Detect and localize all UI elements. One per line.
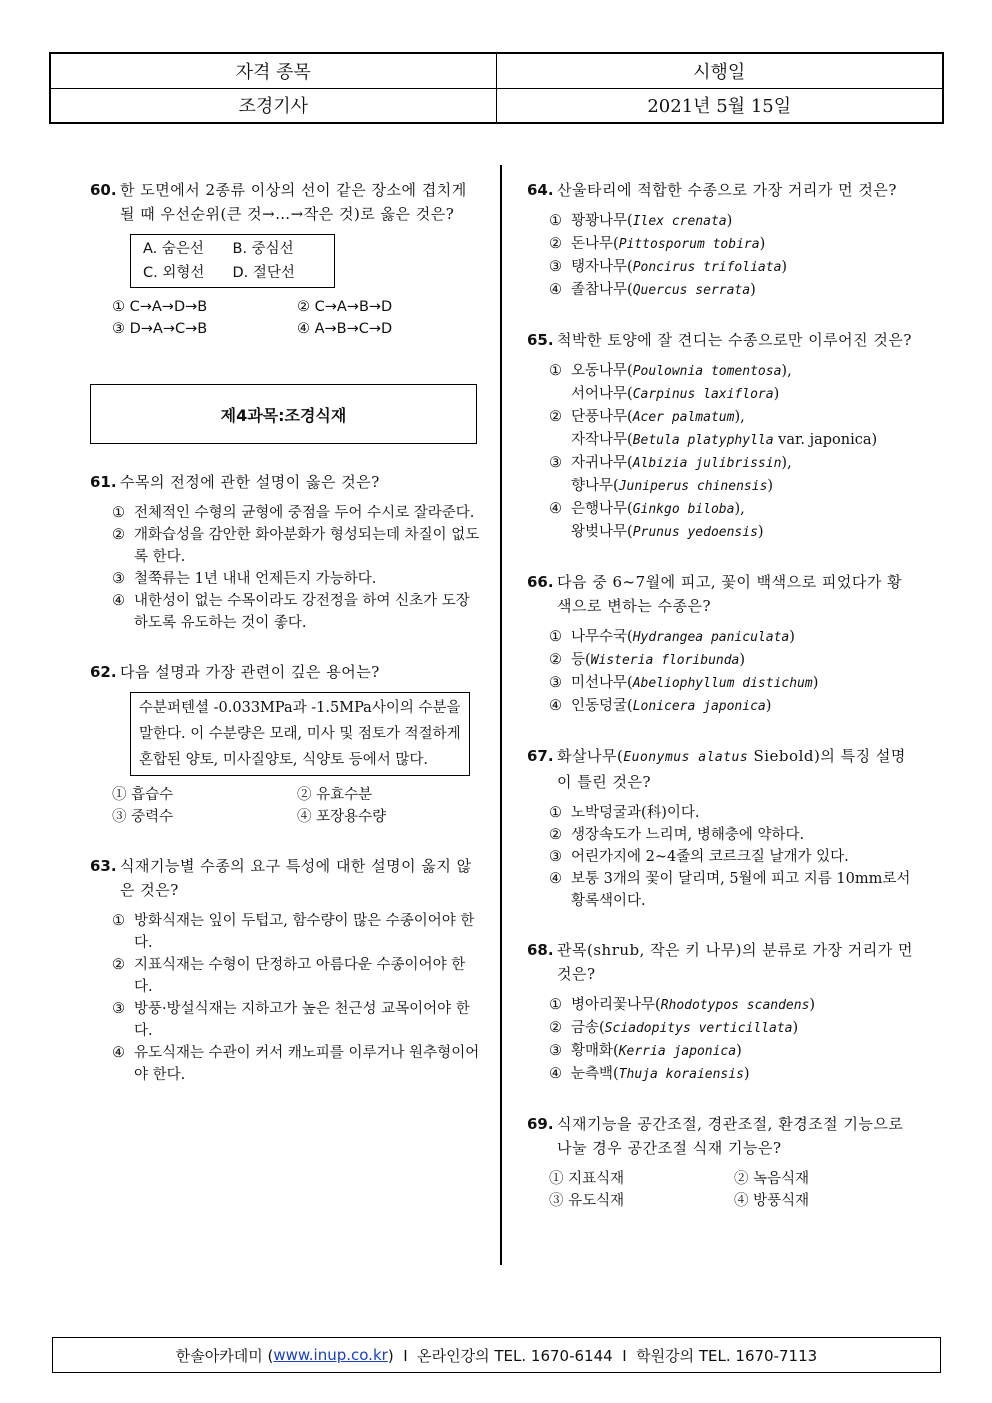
option-3[interactable]: ③ 중력수 <box>112 809 174 825</box>
question-number: 66. <box>527 573 554 591</box>
question-stem: 산울타리에 적합한 수종으로 가장 거리가 먼 것은? <box>557 181 897 199</box>
option-1[interactable]: ① 오동나무(Poulownia tomentosa), 서어나무(Carpinus laxiflora) <box>549 363 792 402</box>
option-1[interactable]: ① 병아리꽃나무(Rhodotypos scandens) <box>549 997 816 1013</box>
question-number: 68. <box>527 941 554 959</box>
option-2[interactable]: ② 단풍나무(Acer palmatum), 자작나무(Betula platyphylla var. japonica) <box>549 409 878 448</box>
question-64 <box>527 178 917 302</box>
question-stem: 한 도면에서 2종류 이상의 선이 같은 장소에 겹치게 될 때 우선순위(큰 것→…→작은 것)로 옳은 것은? <box>120 181 467 223</box>
option-3[interactable]: ③ 미선나무(Abeliophyllum distichum) <box>549 675 819 691</box>
question-number: 64. <box>527 181 554 199</box>
question-69 <box>527 1112 917 1212</box>
question-67 <box>527 744 917 912</box>
choice-box <box>130 234 335 288</box>
footer-name: 한솔아카데미 ( <box>175 1346 274 1365</box>
option-4[interactable]: ④ 졸참나무(Quercus serrata) <box>549 282 756 298</box>
option-2[interactable]: ② C→A→B→D <box>297 299 393 315</box>
option-4[interactable]: ④ 은행나무(Ginkgo biloba), 왕벚나무(Prunus yedoensis) <box>549 501 764 540</box>
header-exam-value: 조경기사 <box>50 88 496 123</box>
question-number: 61. <box>90 473 117 491</box>
box-item: C. 외형선 <box>143 265 205 281</box>
header-table <box>49 52 944 124</box>
option-1[interactable]: ① 방화식재는 잎이 두텁고, 함수량이 많은 수종이어야 한다. <box>112 913 475 951</box>
description-box: 수분퍼텐셜 -0.033MPa과 -1.5MPa사이의 수분을 말한다. 이 수분량은 모래, 미사 및 점토가 적절하게 혼합된 양토, 미사질양토, 식양토 등에서 많다. <box>130 692 470 776</box>
section-title: 제4과목:조경식재 <box>90 384 477 444</box>
footer <box>52 1337 941 1373</box>
question-66 <box>527 570 917 718</box>
option-3[interactable]: ③ 방풍·방설식재는 지하고가 높은 천근성 교목이어야 한다. <box>112 1001 470 1039</box>
option-2[interactable]: ② 금송(Sciadopitys verticillata) <box>549 1020 799 1036</box>
option-2[interactable]: ② 돈나무(Pittosporum tobira) <box>549 236 766 252</box>
footer-contact: ) I 온라인강의 TEL. 1670-6144 I 학원강의 TEL. 1670-7113 <box>387 1346 818 1365</box>
option-4[interactable]: ④ 포장용수량 <box>297 809 387 825</box>
option-3[interactable]: ③ D→A→C→B <box>112 321 208 337</box>
question-number: 63. <box>90 857 117 875</box>
left-column <box>90 178 480 1112</box>
question-stem: 관목(shrub, 작은 키 나무)의 분류로 가장 거리가 먼 것은? <box>557 941 913 983</box>
question-stem: 다음 중 6~7월에 피고, 꽃이 백색으로 피었다가 황색으로 변하는 수종은? <box>557 573 903 615</box>
question-stem: 척박한 토양에 잘 견디는 수종으로만 이루어진 것은? <box>557 331 912 349</box>
option-1[interactable]: ① C→A→D→B <box>112 299 208 315</box>
question-number: 67. <box>527 747 554 765</box>
box-item: B. 중심선 <box>232 241 294 257</box>
right-column <box>527 178 917 1238</box>
option-4[interactable]: ④ 방풍식재 <box>734 1193 810 1209</box>
question-stem: 화살나무(Euonymus alatus Siebold)의 특징 설명이 틀린 것은? <box>557 747 906 791</box>
option-1[interactable]: ① 지표식재 <box>549 1171 625 1187</box>
option-1[interactable]: ① 흡습수 <box>112 787 174 803</box>
option-4[interactable]: ④ 유도식재는 수관이 커서 캐노피를 이루거나 원추형이어야 한다. <box>112 1045 480 1083</box>
question-61 <box>90 470 480 634</box>
header-date-value: 2021년 5월 15일 <box>496 88 943 123</box>
option-2[interactable]: ② 등(Wisteria floribunda) <box>549 652 746 668</box>
option-1[interactable]: ① 노박덩굴과(科)이다. <box>549 805 700 821</box>
question-63 <box>90 854 480 1086</box>
question-number: 69. <box>527 1115 554 1133</box>
option-1[interactable]: ① 전체적인 수형의 균형에 중점을 두어 수시로 잘라준다. <box>112 505 475 521</box>
box-item: A. 숨은선 <box>143 241 204 257</box>
question-60 <box>90 178 480 340</box>
option-1[interactable]: ① 나무수국(Hydrangea paniculata) <box>549 629 795 645</box>
question-68 <box>527 938 917 1086</box>
question-62 <box>90 660 480 828</box>
option-3[interactable]: ③ 철쭉류는 1년 내내 언제든지 가능하다. <box>112 571 377 587</box>
question-stem: 수목의 전정에 관한 설명이 옳은 것은? <box>120 473 380 491</box>
option-4[interactable]: ④ 보통 3개의 꽃이 달리며, 5월에 피고 지름 10mm로서 황록색이다. <box>549 871 911 909</box>
option-2[interactable]: ② 생장속도가 느리며, 병해충에 약하다. <box>549 827 805 843</box>
question-number: 62. <box>90 663 117 681</box>
option-3[interactable]: ③ 어린가지에 2~4줄의 코르크질 날개가 있다. <box>549 849 849 865</box>
question-number: 65. <box>527 331 554 349</box>
column-divider <box>500 165 502 1265</box>
option-4[interactable]: ④ A→B→C→D <box>297 321 393 337</box>
option-2[interactable]: ② 유효수분 <box>297 787 373 803</box>
question-65 <box>527 328 917 544</box>
option-3[interactable]: ③ 자귀나무(Albizia julibrissin), 향나무(Juniperus chinensis) <box>549 455 792 494</box>
option-2[interactable]: ② 녹음식재 <box>734 1171 810 1187</box>
option-3[interactable]: ③ 탱자나무(Poncirus trifoliata) <box>549 259 788 275</box>
option-4[interactable]: ④ 눈측백(Thuja koraiensis) <box>549 1066 750 1082</box>
question-number: 60. <box>90 181 117 199</box>
option-4[interactable]: ④ 내한성이 없는 수목이라도 강전정을 하여 신초가 도장하도록 유도하는 것이 좋다. <box>112 593 470 631</box>
option-3[interactable]: ③ 황매화(Kerria japonica) <box>549 1043 742 1059</box>
footer-link[interactable]: www.inup.co.kr <box>273 1346 388 1364</box>
option-2[interactable]: ② 개화습성을 감안한 화아분화가 형성되는데 차질이 없도록 한다. <box>112 527 480 565</box>
header-date-label: 시행일 <box>496 53 943 88</box>
option-4[interactable]: ④ 인동덩굴(Lonicera japonica) <box>549 698 772 714</box>
option-3[interactable]: ③ 유도식재 <box>549 1193 625 1209</box>
question-stem: 다음 설명과 가장 관련이 깊은 용어는? <box>120 663 380 681</box>
option-2[interactable]: ② 지표식재는 수형이 단정하고 아름다운 수종이어야 한다. <box>112 957 466 995</box>
option-1[interactable]: ① 꽝꽝나무(Ilex crenata) <box>549 213 733 229</box>
question-stem: 식재기능을 공간조절, 경관조절, 환경조절 기능으로 나눌 경우 공간조절 식재 기능은? <box>557 1115 904 1157</box>
box-item: D. 절단선 <box>232 265 295 281</box>
question-stem: 식재기능별 수종의 요구 특성에 대한 설명이 옳지 않은 것은? <box>120 857 472 899</box>
header-exam-label: 자격 종목 <box>50 53 496 88</box>
